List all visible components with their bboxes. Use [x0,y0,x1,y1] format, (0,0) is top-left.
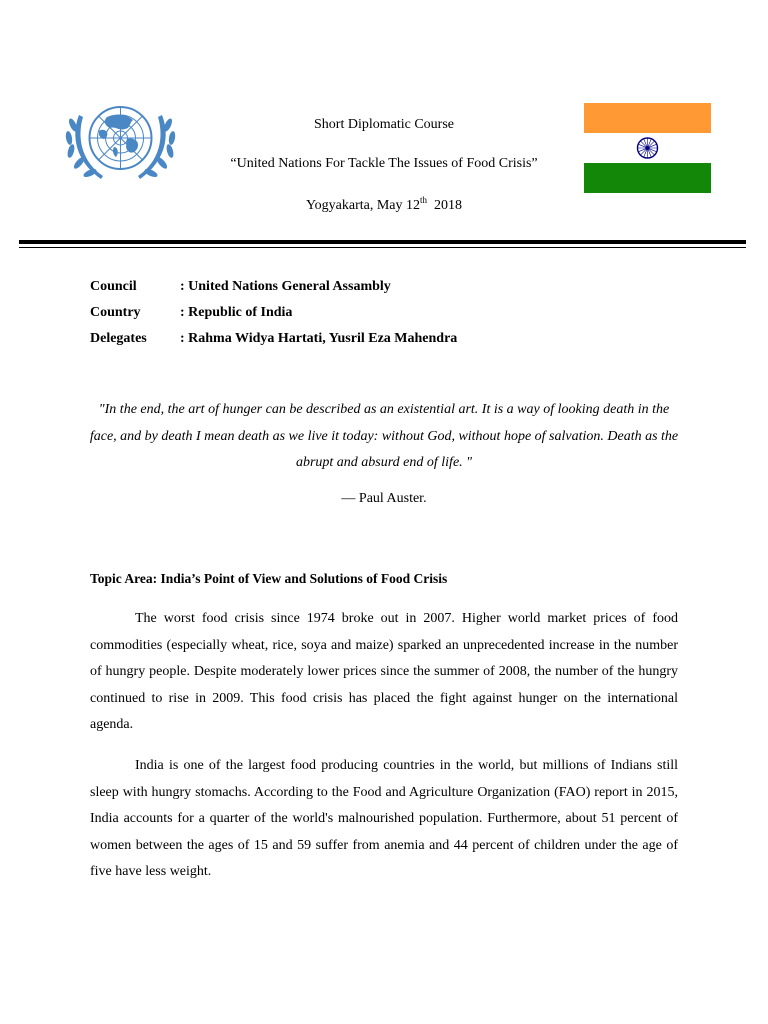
place-date [0,195,768,214]
header-divider-thick [19,240,746,244]
council-row [90,279,391,295]
course-title: Short Diplomatic Course [314,117,454,132]
place-date-year: 2018 [434,198,463,213]
topic-heading: Topic Area: India’s Point of View and Solutions of Food Crisis [90,571,448,586]
country-value: : Republic of India [180,305,293,320]
place-date-prefix: Yogyakarta, May 12 [305,198,421,213]
header-divider-thin [19,247,746,248]
un-emblem-icon [57,95,184,190]
epigraph-quote: "In the end, the art of hunger can be described as an existential art. It is a way of looking death in the face, and by death I mean death as we live it today: without God, without hope of salvation. Death as the abrupt and absurd end of life. " [89,402,679,470]
place-date-suffix: th [420,195,428,205]
council-label: Council [90,279,137,294]
delegates-value: : Rahma Widya Hartati, Yusril Eza Mahendra [180,331,458,346]
country-label: Country [90,305,141,320]
council-value: : United Nations General Assambly [180,279,391,294]
quote-author: ― Paul Auster. [341,491,427,506]
body-paragraph-2: India is one of the largest food producing countries in the world, but millions of Indians still sleep with hungry stomachs. According to the Food and Agriculture Organization (FAO) report in 2015, India accounts for a quarter of the world's malnourished population. Furthermore, about 51 percent of women between the ages of 15 and 59 suffer from anemia and 44 percent of children under the age of five have less weight. [90,758,678,879]
delegates-row [90,331,457,347]
body-paragraph-1: The worst food crisis since 1974 broke out in 2007. Higher world market prices of food commodities (especially wheat, rice, soya and maize) sparked an unprecedented increase in the number of hungry people. Despite moderately lower prices since the summer of 2008, the number of the hungry continued to rise in 2009. This food crisis has placed the fight against hunger on the international agenda. [90,611,678,732]
course-theme: “United Nations For Tackle The Issues of Food Crisis” [230,156,538,171]
country-row [90,305,292,321]
delegates-label: Delegates [90,331,147,346]
